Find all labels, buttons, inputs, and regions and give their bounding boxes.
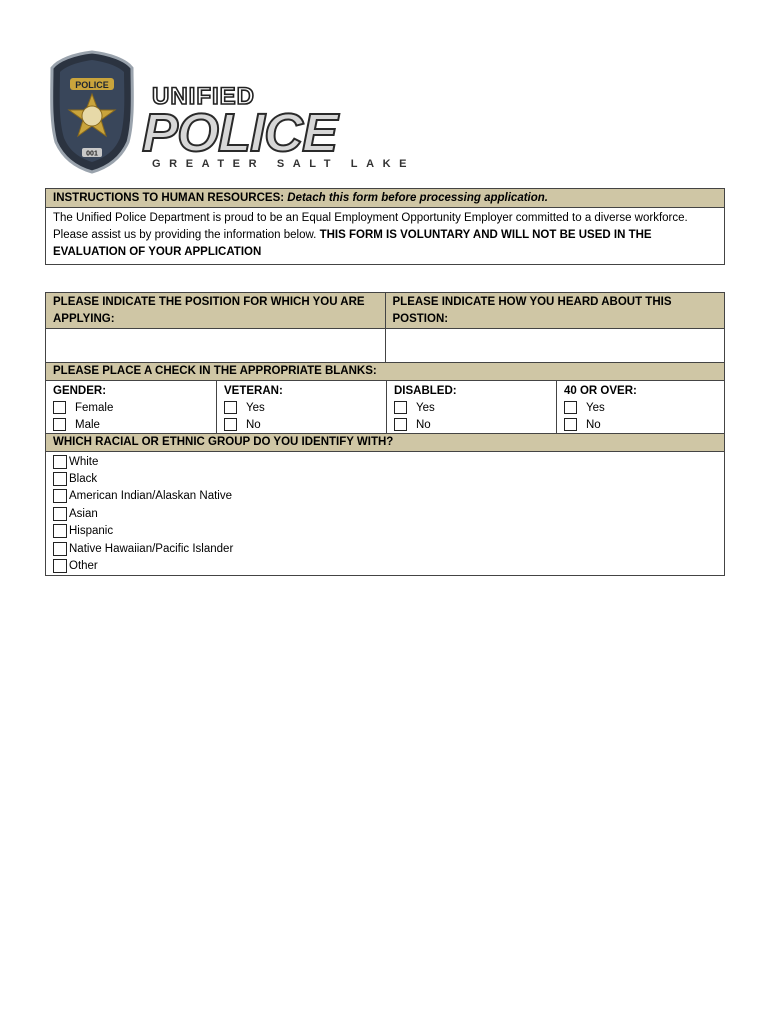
- brand-main-text: POLICE: [142, 103, 338, 163]
- demographic-checks-row: [46, 381, 724, 434]
- race-option-black[interactable]: [53, 470, 717, 487]
- race-option-pacific-islander[interactable]: [53, 540, 717, 557]
- option-label: No: [416, 418, 431, 431]
- option-label: Native Hawaiian/Pacific Islander: [69, 542, 234, 555]
- checkbox[interactable]: [394, 418, 407, 431]
- position-header-row: [46, 293, 724, 329]
- race-option-american-indian[interactable]: [53, 488, 717, 505]
- position-input-row: [46, 329, 724, 363]
- option-label: Yes: [416, 401, 435, 414]
- option-label: No: [246, 418, 261, 431]
- option-label: Black: [69, 473, 98, 486]
- position-label: PLEASE INDICATE THE POSITION FOR WHICH YOU ARE APPLYING:: [46, 293, 385, 329]
- disabled-group: [386, 381, 556, 433]
- eeo-form: [45, 292, 725, 576]
- checkbox[interactable]: [53, 472, 67, 486]
- checkbox[interactable]: [53, 559, 67, 573]
- over40-yes-option[interactable]: [564, 399, 717, 416]
- veteran-no-option[interactable]: [224, 416, 379, 433]
- check-instructions-header: PLEASE PLACE A CHECK IN THE APPROPRIATE BLANKS:: [46, 363, 724, 381]
- instructions-note: Detach this form before processing application.: [287, 192, 548, 204]
- police-badge-icon: [52, 52, 133, 172]
- option-label: Male: [75, 418, 100, 431]
- race-options: [46, 452, 724, 575]
- option-label: Asian: [69, 507, 98, 520]
- disabled-no-option[interactable]: [394, 416, 549, 433]
- brand-sub-text: GREATER SALT LAKE: [152, 158, 416, 170]
- voluntary-notice: THIS FORM IS VOLUNTARY AND WILL NOT BE USED IN THE EVALUATION OF YOUR APPLICATION: [53, 229, 652, 258]
- checkbox[interactable]: [224, 418, 237, 431]
- position-field[interactable]: [46, 329, 385, 363]
- brand-top-text: UNIFIED: [152, 83, 255, 110]
- checkbox[interactable]: [394, 401, 407, 414]
- race-option-asian[interactable]: [53, 505, 717, 522]
- gender-male-option[interactable]: [53, 416, 209, 433]
- option-label: No: [586, 418, 601, 431]
- checkbox[interactable]: [564, 401, 577, 414]
- gender-title: GENDER:: [53, 385, 107, 397]
- unified-police-logo: [48, 50, 418, 175]
- instructions-header: [46, 189, 724, 208]
- disabled-title: DISABLED:: [394, 385, 457, 397]
- option-label: Other: [69, 560, 98, 573]
- svg-text:001: 001: [86, 150, 98, 158]
- checkbox[interactable]: [224, 401, 237, 414]
- over40-title: 40 OR OVER:: [564, 385, 637, 397]
- gender-group: [46, 381, 216, 433]
- svg-text:POLICE: POLICE: [75, 80, 109, 90]
- checkbox[interactable]: [564, 418, 577, 431]
- over40-group: [556, 381, 724, 433]
- instructions-body: [46, 208, 724, 264]
- disabled-yes-option[interactable]: [394, 399, 549, 416]
- race-header: WHICH RACIAL OR ETHNIC GROUP DO YOU IDENTIFY WITH?: [46, 434, 724, 452]
- heard-about-label: PLEASE INDICATE HOW YOU HEARD ABOUT THIS POSTION:: [385, 293, 725, 329]
- race-option-white[interactable]: [53, 453, 717, 470]
- race-option-hispanic[interactable]: [53, 523, 717, 540]
- over40-no-option[interactable]: [564, 416, 717, 433]
- option-label: Hispanic: [69, 525, 114, 538]
- checkbox[interactable]: [53, 418, 66, 431]
- checkbox[interactable]: [53, 542, 67, 556]
- option-label: American Indian/Alaskan Native: [69, 490, 232, 503]
- option-label: Yes: [586, 401, 605, 414]
- eeo-statement: The Unified Police Department is proud to be an Equal Employment Opportunity Employer committed to a diverse workforce. Please assist us by providing the information below.: [53, 212, 688, 241]
- checkbox[interactable]: [53, 401, 66, 414]
- checkbox[interactable]: [53, 507, 67, 521]
- option-label: Yes: [246, 401, 265, 414]
- option-label: Female: [75, 401, 114, 414]
- gender-female-option[interactable]: [53, 399, 209, 416]
- instructions-section: [45, 188, 725, 265]
- option-label: White: [69, 455, 99, 468]
- checkbox[interactable]: [53, 455, 67, 469]
- checkbox[interactable]: [53, 489, 67, 503]
- veteran-group: [216, 381, 386, 433]
- checkbox[interactable]: [53, 524, 67, 538]
- instructions-title: INSTRUCTIONS TO HUMAN RESOURCES:: [53, 192, 285, 204]
- veteran-yes-option[interactable]: [224, 399, 379, 416]
- race-option-other[interactable]: [53, 557, 717, 574]
- heard-about-field[interactable]: [385, 329, 725, 363]
- veteran-title: VETERAN:: [224, 385, 283, 397]
